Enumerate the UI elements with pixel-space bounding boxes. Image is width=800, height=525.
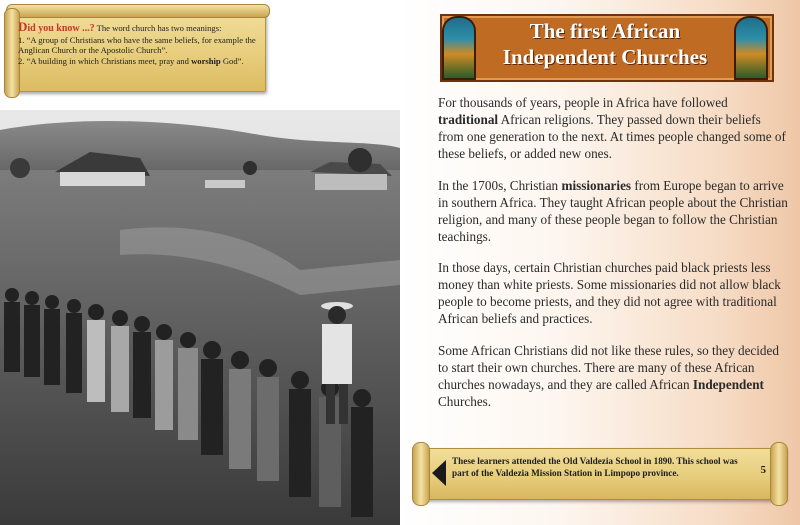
body-text	[438, 94, 788, 424]
page-number: 5	[760, 464, 766, 476]
p2-text-a: In the 1700s, Christian	[438, 177, 559, 193]
did-you-know-heading	[18, 19, 95, 34]
stained-glass-window-icon	[734, 16, 768, 80]
p2-text-b: from Europe began to arrive in southern Africa. They taught African people about the Christian religion, and many of these people began to follow the Christian teachings.	[438, 177, 788, 244]
p4-text-a: Some African Christians did not like these rules, so they decided to start their own churches. There are many of these African churches nowadays, and they are called African	[438, 342, 779, 392]
note-item-2-end: God”.	[222, 55, 244, 66]
paragraph-2	[438, 177, 788, 245]
paragraph-1	[438, 94, 788, 162]
page-title	[478, 18, 732, 70]
keyword-missionaries: missionaries	[561, 177, 632, 193]
paragraph-4	[438, 342, 788, 410]
right-page	[400, 0, 800, 525]
caption-text: These learners attended the Old Valdezia School in 1890. This school was part of the Valdezia Mission Station in Limpopo province.	[452, 456, 738, 478]
did-you-know-scroll	[4, 4, 266, 96]
title-banner	[440, 14, 770, 80]
photo-caption-scroll	[412, 442, 788, 504]
p3-text: In those days, certain Christian churches paid black priests less money than white priests. Some missionaries did not allow black people to become priests, and they did not agree with traditional African beliefs and practices.	[438, 260, 781, 326]
note-item-2: 2. “A building in which Christians meet, pray and	[18, 55, 189, 66]
did-you-know-text	[18, 19, 258, 66]
note-keyword-worship: worship	[191, 55, 221, 66]
title-line-2: Independent Churches	[502, 45, 708, 69]
drop-cap: D	[18, 19, 28, 34]
p4-text-b: Churches.	[438, 393, 492, 409]
paragraph-3	[438, 259, 788, 327]
heading-rest: id you know ...?	[27, 23, 95, 34]
note-item-1: 1. “A group of Christians who have the same beliefs, for example the Anglican Church or the Apostolic Church”.	[18, 34, 256, 56]
keyword-traditional: traditional	[438, 112, 499, 127]
stained-glass-window-icon	[442, 16, 476, 80]
note-intro: The word church has two meanings:	[96, 23, 222, 33]
school-children-photo-icon	[0, 110, 400, 525]
historic-photo	[0, 110, 400, 525]
caption-roll-right	[770, 442, 788, 506]
scroll-roll-top	[6, 4, 270, 18]
p1-text-b: African religions. They passed down their beliefs from one generation to the next. At times people changed some of these beliefs, or added new ones.	[438, 112, 786, 161]
pointer-arrow-icon	[432, 460, 446, 486]
p1-text-a: For thousands of years, people in Africa have followed	[438, 95, 728, 110]
keyword-independent: Independent	[692, 376, 764, 392]
caption-roll-left	[412, 442, 430, 506]
title-line-1: The first African	[529, 19, 681, 43]
